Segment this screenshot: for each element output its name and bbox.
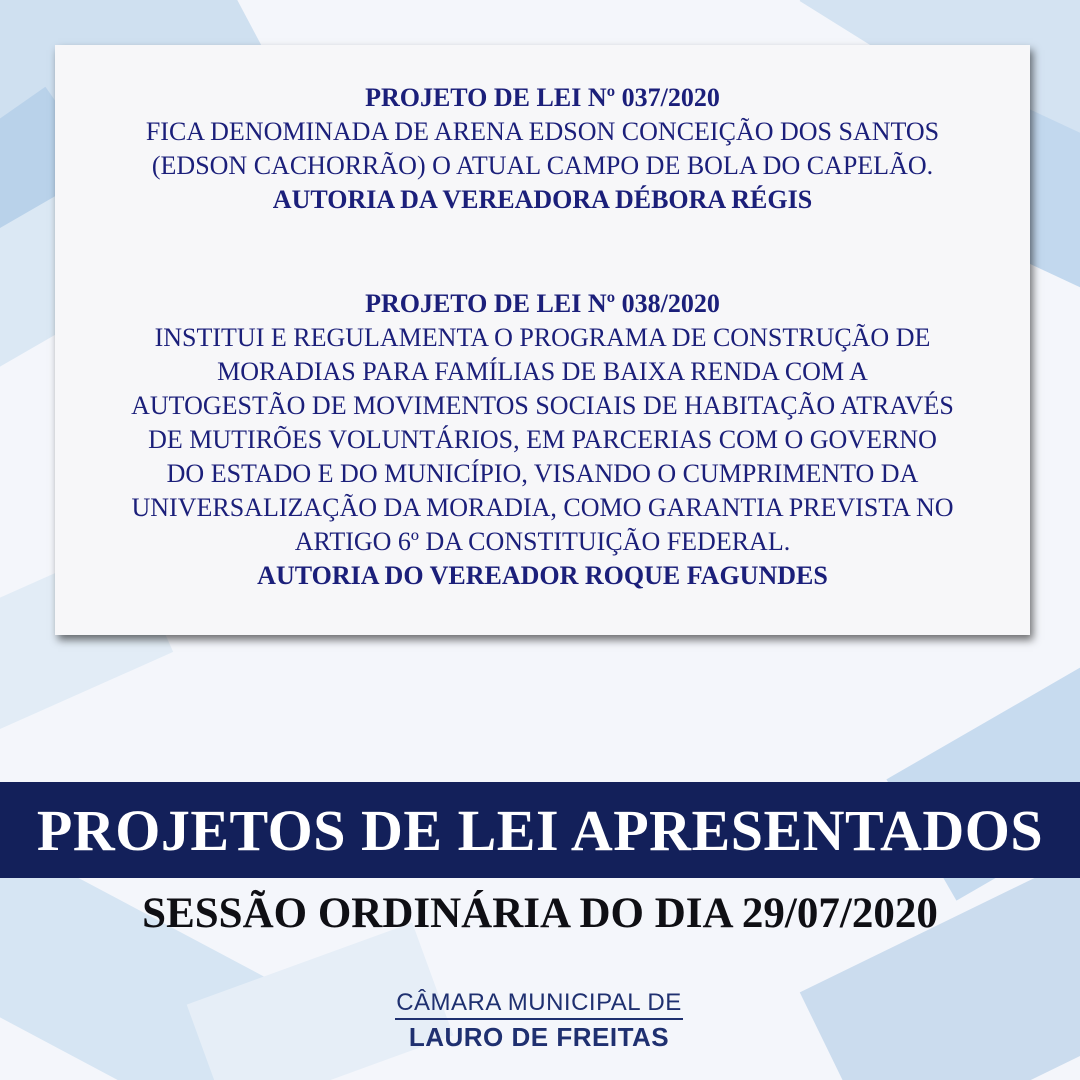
projects-card — [55, 45, 1030, 635]
title-banner — [0, 782, 1080, 878]
session-date: SESSÃO ORDINÁRIA DO DIA 29/07/2020 — [142, 890, 938, 937]
project-author: AUTORIA DO VEREADOR ROQUE FAGUNDES — [257, 561, 828, 590]
project-description — [55, 321, 1030, 559]
banner-title: PROJETOS DE LEI APRESENTADOS — [36, 797, 1044, 863]
project-description-line: DE MUTIRÕES VOLUNTÁRIOS, EM PARCERIAS COM O GOVERNO — [148, 425, 937, 454]
logo-line-2: LAURO DE FREITAS — [408, 1022, 670, 1052]
chamber-logo — [395, 990, 683, 1051]
project-description-line: FICA DENOMINADA DE ARENA EDSON CONCEIÇÃO DOS SANTOS — [145, 117, 940, 146]
project-title: PROJETO DE LEI Nº 037/2020 — [365, 83, 720, 112]
project-description-line: UNIVERSALIZAÇÃO DA MORADIA, COMO GARANTIA PREVISTA NO — [131, 493, 954, 522]
project-description-line: AUTOGESTÃO DE MOVIMENTOS SOCIAIS DE HABITAÇÃO ATRAVÉS — [131, 391, 954, 420]
logo-line-1: CÂMARA MUNICIPAL DE — [396, 989, 682, 1016]
project-description-line: ARTIGO 6º DA CONSTITUIÇÃO FEDERAL. — [294, 527, 791, 556]
project-description-line: (EDSON CACHORRÃO) O ATUAL CAMPO DE BOLA DO CAPELÃO. — [151, 151, 934, 180]
project-entry-1 — [55, 81, 1030, 217]
project-entry-2 — [55, 287, 1030, 593]
project-description-line: DO ESTADO E DO MUNICÍPIO, VISANDO O CUMPRIMENTO DA — [166, 459, 919, 488]
project-title: PROJETO DE LEI Nº 038/2020 — [365, 289, 720, 318]
project-description-line: MORADIAS PARA FAMÍLIAS DE BAIXA RENDA COM A — [217, 357, 868, 386]
project-author: AUTORIA DA VEREADORA DÉBORA RÉGIS — [272, 185, 813, 214]
project-description — [55, 115, 1030, 183]
project-description-line: INSTITUI E REGULAMENTA O PROGRAMA DE CONSTRUÇÃO DE — [154, 323, 931, 352]
logo-divider — [395, 1018, 683, 1020]
